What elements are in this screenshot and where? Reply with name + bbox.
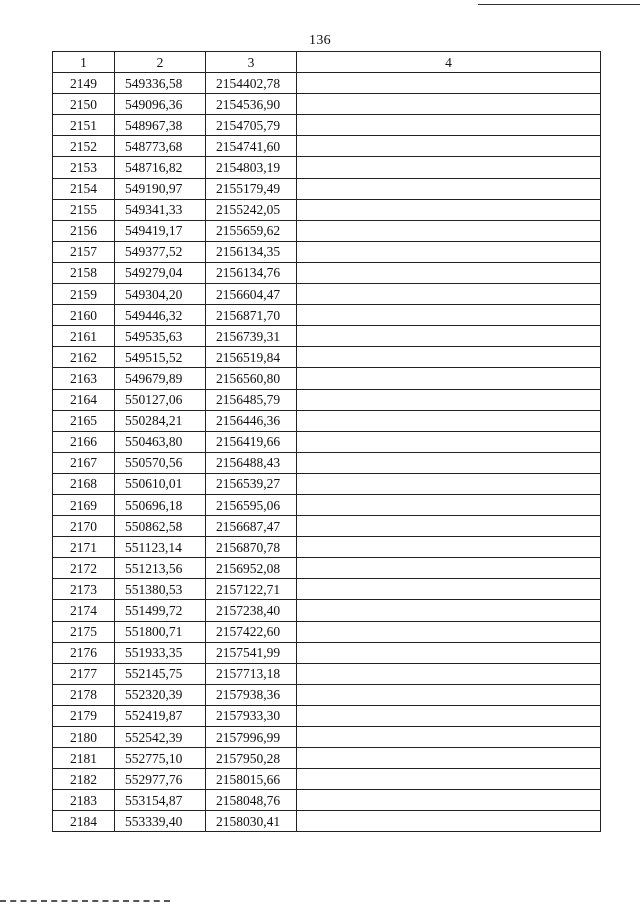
x-coordinate-cell: 552775,10 — [115, 748, 206, 769]
table-row — [53, 136, 601, 157]
table-row — [53, 727, 601, 748]
y-coordinate-cell: 2156446,36 — [206, 410, 297, 431]
x-coordinate-cell: 549341,33 — [115, 199, 206, 220]
y-coordinate-cell: 2156739,31 — [206, 326, 297, 347]
table-row — [53, 368, 601, 389]
table-row — [53, 157, 601, 178]
table-row — [53, 473, 601, 494]
x-coordinate-cell: 550862,58 — [115, 516, 206, 537]
point-number-cell: 2165 — [53, 410, 115, 431]
note-cell — [297, 621, 601, 642]
point-number-cell: 2164 — [53, 389, 115, 410]
x-coordinate-cell: 551933,35 — [115, 642, 206, 663]
column-header-4: 4 — [297, 52, 601, 73]
note-cell — [297, 431, 601, 452]
note-cell — [297, 748, 601, 769]
point-number-cell: 2170 — [53, 516, 115, 537]
y-coordinate-cell: 2156134,35 — [206, 241, 297, 262]
table-row — [53, 769, 601, 790]
point-number-cell: 2155 — [53, 199, 115, 220]
x-coordinate-cell: 548967,38 — [115, 115, 206, 136]
point-number-cell: 2151 — [53, 115, 115, 136]
point-number-cell: 2166 — [53, 431, 115, 452]
point-number-cell: 2163 — [53, 368, 115, 389]
x-coordinate-cell: 553154,87 — [115, 790, 206, 811]
table-row — [53, 262, 601, 283]
y-coordinate-cell: 2156870,78 — [206, 537, 297, 558]
y-coordinate-cell: 2157422,60 — [206, 621, 297, 642]
y-coordinate-cell: 2154741,60 — [206, 136, 297, 157]
x-coordinate-cell: 553339,40 — [115, 811, 206, 832]
point-number-cell: 2174 — [53, 600, 115, 621]
point-number-cell: 2169 — [53, 494, 115, 515]
note-cell — [297, 94, 601, 115]
column-header-3: 3 — [206, 52, 297, 73]
note-cell — [297, 684, 601, 705]
y-coordinate-cell: 2156952,08 — [206, 558, 297, 579]
table-row — [53, 663, 601, 684]
note-cell — [297, 642, 601, 663]
x-coordinate-cell: 551800,71 — [115, 621, 206, 642]
y-coordinate-cell: 2156485,79 — [206, 389, 297, 410]
note-cell — [297, 284, 601, 305]
table-row — [53, 220, 601, 241]
table-body — [53, 73, 601, 832]
scan-edge-mark — [0, 900, 170, 902]
point-number-cell: 2162 — [53, 347, 115, 368]
y-coordinate-cell: 2155659,62 — [206, 220, 297, 241]
x-coordinate-cell: 549535,63 — [115, 326, 206, 347]
table-row — [53, 452, 601, 473]
note-cell — [297, 516, 601, 537]
table-row — [53, 94, 601, 115]
x-coordinate-cell: 551380,53 — [115, 579, 206, 600]
y-coordinate-cell: 2154536,90 — [206, 94, 297, 115]
x-coordinate-cell: 549377,52 — [115, 241, 206, 262]
note-cell — [297, 790, 601, 811]
top-edge-rule — [478, 4, 640, 5]
y-coordinate-cell: 2156488,43 — [206, 452, 297, 473]
y-coordinate-cell: 2156560,80 — [206, 368, 297, 389]
table-row — [53, 790, 601, 811]
y-coordinate-cell: 2156519,84 — [206, 347, 297, 368]
y-coordinate-cell: 2155242,05 — [206, 199, 297, 220]
y-coordinate-cell: 2156134,76 — [206, 262, 297, 283]
point-number-cell: 2158 — [53, 262, 115, 283]
x-coordinate-cell: 548773,68 — [115, 136, 206, 157]
table-row — [53, 115, 601, 136]
point-number-cell: 2154 — [53, 178, 115, 199]
table-row — [53, 579, 601, 600]
point-number-cell: 2173 — [53, 579, 115, 600]
y-coordinate-cell: 2158048,76 — [206, 790, 297, 811]
table-row — [53, 73, 601, 94]
note-cell — [297, 494, 601, 515]
note-cell — [297, 579, 601, 600]
table-row — [53, 199, 601, 220]
table-row — [53, 494, 601, 515]
note-cell — [297, 600, 601, 621]
table-row — [53, 178, 601, 199]
y-coordinate-cell: 2157122,71 — [206, 579, 297, 600]
point-number-cell: 2157 — [53, 241, 115, 262]
x-coordinate-cell: 549336,58 — [115, 73, 206, 94]
point-number-cell: 2178 — [53, 684, 115, 705]
x-coordinate-cell: 552977,76 — [115, 769, 206, 790]
y-coordinate-cell: 2157541,99 — [206, 642, 297, 663]
y-coordinate-cell: 2156419,66 — [206, 431, 297, 452]
table-row — [53, 748, 601, 769]
point-number-cell: 2149 — [53, 73, 115, 94]
table-row — [53, 241, 601, 262]
point-number-cell: 2177 — [53, 663, 115, 684]
x-coordinate-cell: 549304,20 — [115, 284, 206, 305]
x-coordinate-cell: 549515,52 — [115, 347, 206, 368]
point-number-cell: 2160 — [53, 305, 115, 326]
point-number-cell: 2172 — [53, 558, 115, 579]
y-coordinate-cell: 2155179,49 — [206, 178, 297, 199]
table-row — [53, 684, 601, 705]
x-coordinate-cell: 549679,89 — [115, 368, 206, 389]
table-row — [53, 410, 601, 431]
note-cell — [297, 347, 601, 368]
point-number-cell: 2156 — [53, 220, 115, 241]
table-row — [53, 389, 601, 410]
note-cell — [297, 368, 601, 389]
x-coordinate-cell: 549096,36 — [115, 94, 206, 115]
point-number-cell: 2167 — [53, 452, 115, 473]
point-number-cell: 2181 — [53, 748, 115, 769]
y-coordinate-cell: 2158015,66 — [206, 769, 297, 790]
note-cell — [297, 705, 601, 726]
note-cell — [297, 178, 601, 199]
table-row — [53, 621, 601, 642]
y-coordinate-cell: 2157713,18 — [206, 663, 297, 684]
note-cell — [297, 220, 601, 241]
x-coordinate-cell: 550284,21 — [115, 410, 206, 431]
table-row — [53, 284, 601, 305]
y-coordinate-cell: 2157238,40 — [206, 600, 297, 621]
y-coordinate-cell: 2158030,41 — [206, 811, 297, 832]
x-coordinate-cell: 549446,32 — [115, 305, 206, 326]
note-cell — [297, 452, 601, 473]
table-row — [53, 347, 601, 368]
table-row — [53, 431, 601, 452]
note-cell — [297, 326, 601, 347]
note-cell — [297, 115, 601, 136]
point-number-cell: 2179 — [53, 705, 115, 726]
column-header-2: 2 — [115, 52, 206, 73]
column-header-1: 1 — [53, 52, 115, 73]
y-coordinate-cell: 2156687,47 — [206, 516, 297, 537]
coordinates-table — [52, 51, 601, 832]
table-row — [53, 705, 601, 726]
note-cell — [297, 136, 601, 157]
x-coordinate-cell: 551499,72 — [115, 600, 206, 621]
point-number-cell: 2180 — [53, 727, 115, 748]
point-number-cell: 2153 — [53, 157, 115, 178]
note-cell — [297, 558, 601, 579]
x-coordinate-cell: 549419,17 — [115, 220, 206, 241]
y-coordinate-cell: 2157950,28 — [206, 748, 297, 769]
x-coordinate-cell: 552320,39 — [115, 684, 206, 705]
x-coordinate-cell: 550696,18 — [115, 494, 206, 515]
point-number-cell: 2168 — [53, 473, 115, 494]
table-row — [53, 558, 601, 579]
x-coordinate-cell: 550127,06 — [115, 389, 206, 410]
note-cell — [297, 410, 601, 431]
point-number-cell: 2176 — [53, 642, 115, 663]
x-coordinate-cell: 549279,04 — [115, 262, 206, 283]
y-coordinate-cell: 2157938,36 — [206, 684, 297, 705]
note-cell — [297, 389, 601, 410]
page-number: 136 — [309, 33, 331, 48]
note-cell — [297, 73, 601, 94]
y-coordinate-cell: 2156539,27 — [206, 473, 297, 494]
table-header-row — [53, 52, 601, 73]
x-coordinate-cell: 552542,39 — [115, 727, 206, 748]
note-cell — [297, 305, 601, 326]
table-row — [53, 516, 601, 537]
point-number-cell: 2183 — [53, 790, 115, 811]
note-cell — [297, 241, 601, 262]
x-coordinate-cell: 552145,75 — [115, 663, 206, 684]
y-coordinate-cell: 2154402,78 — [206, 73, 297, 94]
note-cell — [297, 537, 601, 558]
table-row — [53, 811, 601, 832]
note-cell — [297, 157, 601, 178]
x-coordinate-cell: 549190,97 — [115, 178, 206, 199]
y-coordinate-cell: 2154705,79 — [206, 115, 297, 136]
x-coordinate-cell: 551213,56 — [115, 558, 206, 579]
point-number-cell: 2152 — [53, 136, 115, 157]
y-coordinate-cell: 2157933,30 — [206, 705, 297, 726]
x-coordinate-cell: 551123,14 — [115, 537, 206, 558]
note-cell — [297, 473, 601, 494]
note-cell — [297, 769, 601, 790]
y-coordinate-cell: 2156595,06 — [206, 494, 297, 515]
note-cell — [297, 663, 601, 684]
point-number-cell: 2171 — [53, 537, 115, 558]
y-coordinate-cell: 2154803,19 — [206, 157, 297, 178]
x-coordinate-cell: 552419,87 — [115, 705, 206, 726]
note-cell — [297, 727, 601, 748]
note-cell — [297, 199, 601, 220]
note-cell — [297, 811, 601, 832]
point-number-cell: 2175 — [53, 621, 115, 642]
table-row — [53, 642, 601, 663]
x-coordinate-cell: 550570,56 — [115, 452, 206, 473]
point-number-cell: 2184 — [53, 811, 115, 832]
table-row — [53, 305, 601, 326]
x-coordinate-cell: 550610,01 — [115, 473, 206, 494]
point-number-cell: 2161 — [53, 326, 115, 347]
table-row — [53, 600, 601, 621]
note-cell — [297, 262, 601, 283]
x-coordinate-cell: 548716,82 — [115, 157, 206, 178]
table-row — [53, 537, 601, 558]
y-coordinate-cell: 2156871,70 — [206, 305, 297, 326]
x-coordinate-cell: 550463,80 — [115, 431, 206, 452]
point-number-cell: 2150 — [53, 94, 115, 115]
table-row — [53, 326, 601, 347]
y-coordinate-cell: 2156604,47 — [206, 284, 297, 305]
point-number-cell: 2159 — [53, 284, 115, 305]
point-number-cell: 2182 — [53, 769, 115, 790]
y-coordinate-cell: 2157996,99 — [206, 727, 297, 748]
